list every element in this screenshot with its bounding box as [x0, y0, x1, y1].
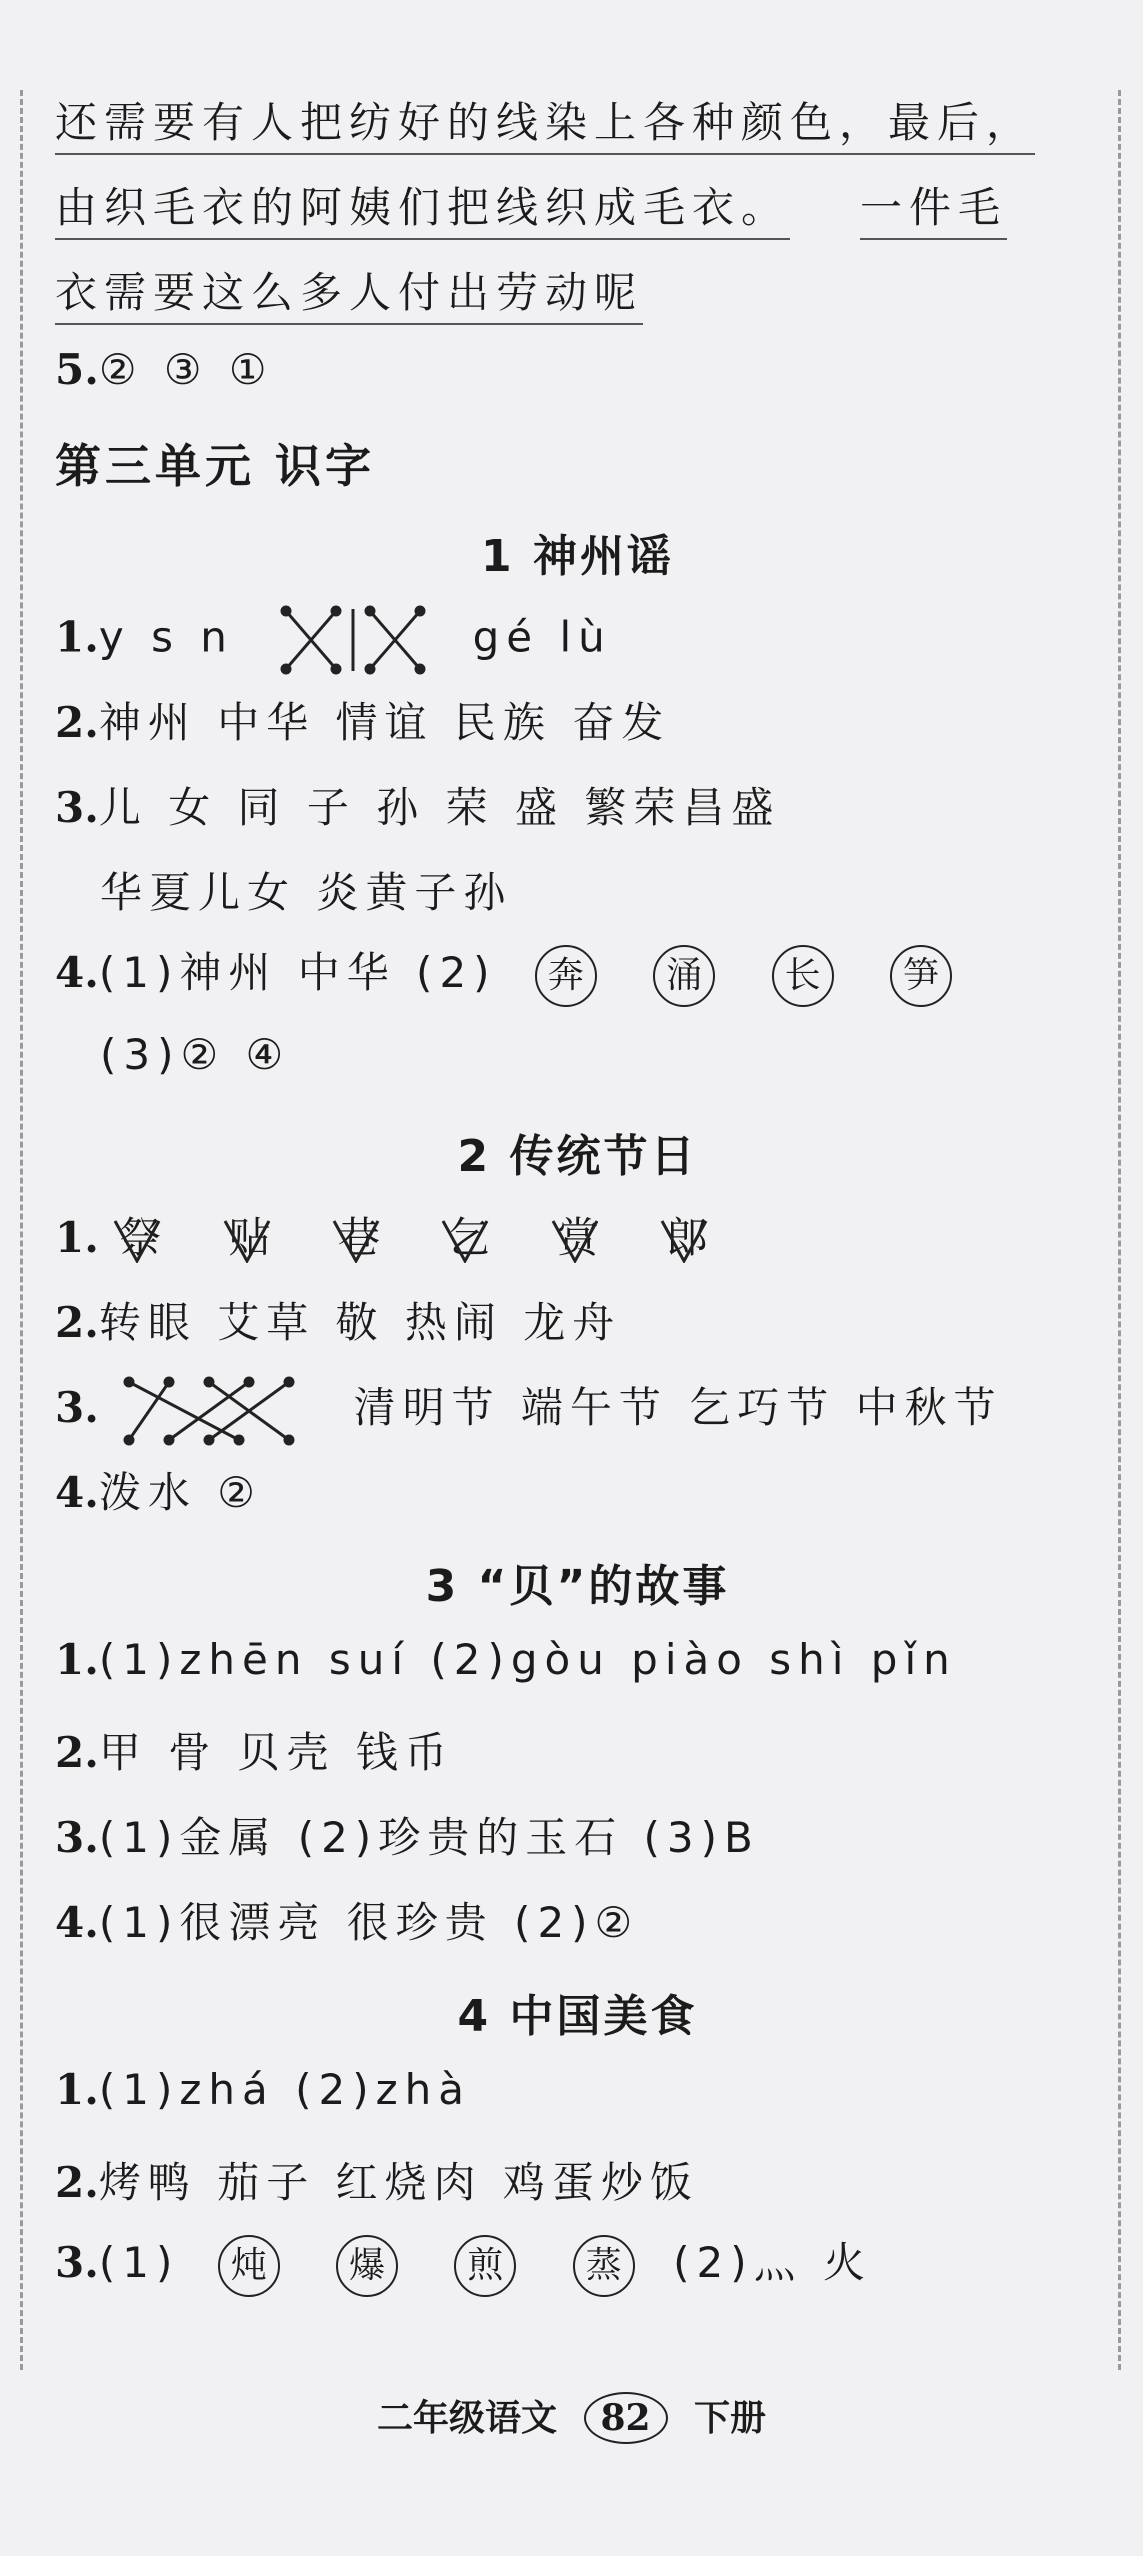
left-cut-line: [20, 90, 23, 2370]
lesson-2-answer-2: 2.转眼 艾草 敬 热闹 龙舟: [55, 1298, 622, 1347]
checked-char: 郎: [666, 1205, 715, 1265]
lesson-3-answer-3: 3.(1)金属 (2)珍贵的玉石 (3)B: [55, 1813, 760, 1862]
intro-line-3: 衣需要这么多人付出劳动呢: [55, 260, 643, 320]
lesson-1-answer-2: 2.神州 中华 情谊 民族 奋发: [55, 698, 671, 747]
footer-grade: 二年级语文: [376, 2398, 557, 2439]
page-footer: [0, 2390, 1143, 2444]
unit-title: 第三单元 识字: [55, 439, 376, 493]
lesson-4-answer-3: 3.(1) 炖 爆 煎 蒸 (2)灬 火: [55, 2230, 872, 2297]
circled-char: 爆: [336, 2235, 398, 2297]
checked-char: 乞: [447, 1205, 496, 1265]
intro-line-1: 还需要有人把纺好的线染上各种颜色，最后，: [55, 90, 1035, 150]
circled-char: 涌: [653, 945, 715, 1007]
circled-char: 长: [772, 945, 834, 1007]
lesson-3-answer-1: 1.(1)zhēn suí (2)gòu piào shì pǐn: [55, 1635, 957, 1684]
lesson-3-title: 3 “贝”的故事: [425, 1561, 730, 1612]
intro-line-2: 由织毛衣的阿姨们把线织成毛衣。 一件毛: [55, 175, 1007, 235]
lesson-2-answer-1: 1. 祭 贴 巷 乞 赏 郎: [55, 1205, 715, 1265]
lesson-1-answer-1: 1.y s n gé lù: [55, 605, 612, 675]
lesson-1-answer-3: 3.儿 女 同 子 孙 荣 盛 繁荣昌盛: [55, 783, 781, 832]
checked-char: 巷: [338, 1205, 387, 1265]
answer-q5: 5.② ③ ①: [55, 345, 274, 394]
lesson-1-answer-4: 4.(1)神州 中华 (2) 奔 涌 长 笋: [55, 940, 970, 1007]
right-cut-line: [1118, 90, 1121, 2370]
checked-char: 贴: [229, 1205, 278, 1265]
footer-volume: 下册: [694, 2398, 767, 2439]
circled-char: 炖: [218, 2235, 280, 2297]
page-number: 82: [584, 2392, 668, 2444]
lesson-1-answer-3b: 华夏儿女 炎黄子孙: [100, 868, 513, 917]
lesson-3-answer-4: 4.(1)很漂亮 很珍贵 (2)②: [55, 1898, 640, 1947]
lesson-2-answer-4: 4.泼水 ②: [55, 1468, 262, 1517]
matching-lines-icon: [278, 605, 428, 675]
circled-char: 蒸: [573, 2235, 635, 2297]
lesson-1-answer-4b: (3)② ④: [100, 1030, 291, 1079]
checked-char: 赏: [557, 1205, 606, 1265]
matching-lines-icon: [123, 1376, 303, 1446]
lesson-1-title: 1 神州谣: [481, 531, 674, 582]
circled-char: 奔: [535, 945, 597, 1007]
circled-char: 煎: [454, 2235, 516, 2297]
checked-char: 祭: [119, 1205, 168, 1265]
circled-char: 笋: [890, 945, 952, 1007]
lesson-4-answer-2: 2.烤鸭 茄子 红烧肉 鸡蛋炒饭: [55, 2158, 699, 2207]
lesson-4-title: 4 中国美食: [457, 1991, 698, 2042]
lesson-4-answer-1: 1.(1)zhá (2)zhà: [55, 2065, 472, 2114]
lesson-3-answer-2: 2.甲 骨 贝壳 钱币: [55, 1728, 454, 1777]
lesson-2-title: 2 传统节日: [457, 1131, 698, 1182]
lesson-2-answer-3: 3. 清明节 端午节 乞巧节 中秋节: [55, 1375, 1003, 1446]
